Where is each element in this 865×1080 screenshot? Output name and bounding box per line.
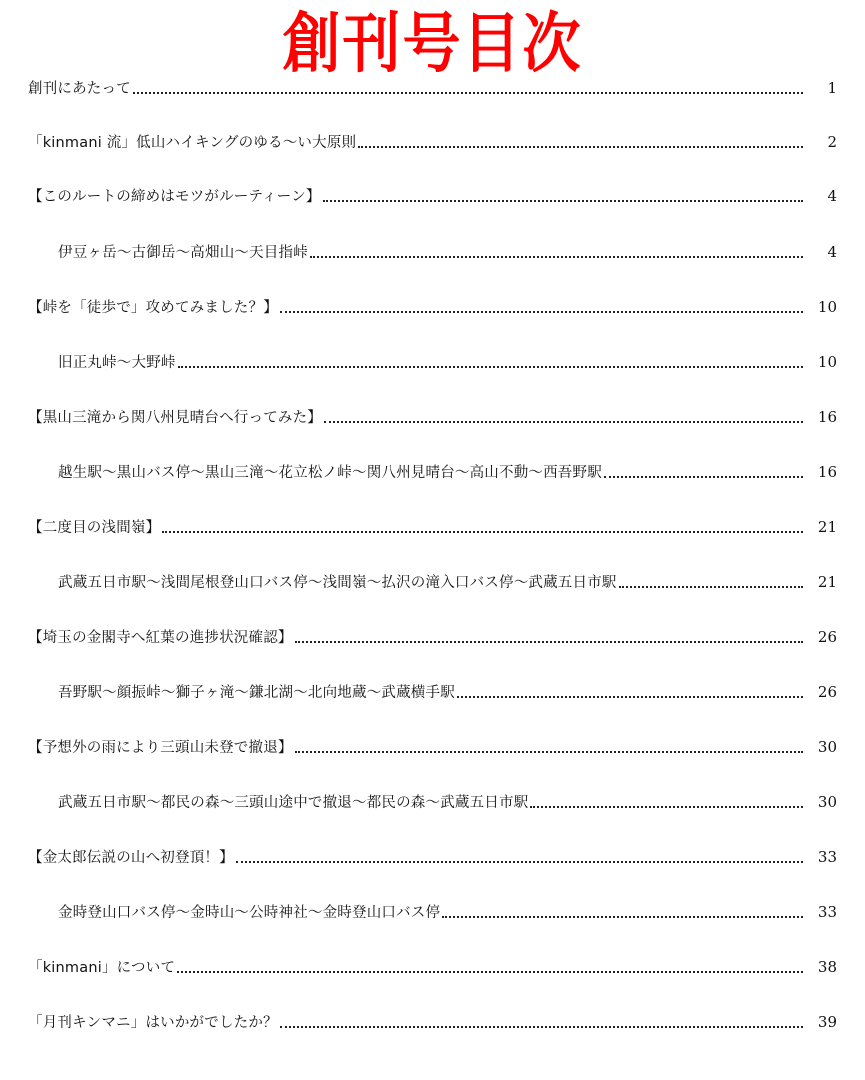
toc-entry-page: 21 <box>817 573 837 591</box>
toc-entry-page: 10 <box>817 353 837 371</box>
toc-entry-page: 33 <box>817 903 837 921</box>
toc-entry-page: 10 <box>817 298 837 316</box>
toc-entry-label: 金時登山口バス停～金時山～公時神社～金時登山口バス停 <box>58 905 441 921</box>
dot-leader <box>178 366 803 368</box>
toc-entry-label: 【埼玉の金閣寺へ紅葉の進捗状況確認】 <box>28 630 293 646</box>
toc-entry[interactable] <box>0 1010 865 1034</box>
dot-leader <box>162 531 803 533</box>
toc-entry-label: 「kinmani」について <box>28 960 176 976</box>
toc-entry-page: 2 <box>827 133 837 151</box>
toc-entry[interactable] <box>0 790 865 814</box>
dot-leader <box>604 476 803 478</box>
toc-entry-label: 創刊にあたって <box>28 81 131 97</box>
toc-entry[interactable] <box>0 900 865 924</box>
toc-entry-label: 越生駅～黒山バス停～黒山三滝～花立松ノ峠～関八州見晴台～高山不動～西吾野駅 <box>58 465 602 481</box>
toc-entry[interactable] <box>0 625 865 649</box>
toc-entry-label: 【このルートの締めはモツがルーティーン】 <box>28 189 321 205</box>
dot-leader <box>280 1026 803 1028</box>
toc-entry-label: 【二度目の浅間嶺】 <box>28 520 161 536</box>
toc-entry-label: 吾野駅～顔振峠～獅子ヶ滝～鎌北湖～北向地蔵～武蔵横手駅 <box>58 685 455 701</box>
toc-entry[interactable] <box>0 955 865 979</box>
toc-entry-page: 21 <box>817 518 837 536</box>
toc-entry[interactable] <box>0 130 865 154</box>
dot-leader <box>295 751 803 753</box>
toc-entry-label: 「月刊キンマニ」はいかがでしたか？ <box>28 1015 278 1031</box>
toc-entry[interactable] <box>0 735 865 759</box>
dot-leader <box>358 146 803 148</box>
dot-leader <box>323 200 803 202</box>
toc-entry-label: 伊豆ヶ岳～古御岳～高畑山～天目指峠 <box>58 245 308 261</box>
toc-entry-page: 26 <box>817 683 837 701</box>
toc-entry-page: 26 <box>817 628 837 646</box>
toc-entry-label: 【峠を「徒歩で」攻めてみました？】 <box>28 300 278 316</box>
toc-entry-page: 16 <box>817 463 837 481</box>
toc-entry[interactable] <box>0 680 865 704</box>
toc-entry-label: 武蔵五日市駅～都民の森～三頭山途中で撤退～都民の森～武蔵五日市駅 <box>58 795 529 811</box>
toc-entry[interactable] <box>0 570 865 594</box>
toc-entry[interactable] <box>0 405 865 429</box>
toc-entry[interactable] <box>0 845 865 869</box>
document-title: 創刊号目次 <box>282 5 583 82</box>
toc-entry[interactable] <box>0 460 865 484</box>
toc-entry[interactable] <box>0 184 865 208</box>
toc-entry-page: 4 <box>827 243 837 261</box>
toc-entry[interactable] <box>0 76 865 100</box>
toc-entry-page: 16 <box>817 408 837 426</box>
toc-entry[interactable] <box>0 295 865 319</box>
toc-entry-label: 武蔵五日市駅～浅間尾根登山口バス停～浅間嶺～払沢の滝入口バス停～武蔵五日市駅 <box>58 575 617 591</box>
toc-entry[interactable] <box>0 240 865 264</box>
dot-leader <box>324 421 803 423</box>
dot-leader <box>133 92 803 94</box>
toc-entry-page: 30 <box>817 793 837 811</box>
toc-entry-page: 38 <box>817 958 837 976</box>
toc-entry[interactable] <box>0 350 865 374</box>
dot-leader <box>236 861 803 863</box>
toc-entry-label: 【金太郎伝説の山へ初登頂！】 <box>28 850 234 866</box>
toc-entry-page: 33 <box>817 848 837 866</box>
toc-entry-page: 30 <box>817 738 837 756</box>
dot-leader <box>280 311 803 313</box>
toc-entry-page: 4 <box>827 187 837 205</box>
toc-entry-label: 旧正丸峠～大野峠 <box>58 355 176 371</box>
toc-entry-label: 【黒山三滝から関八州見晴台へ行ってみた】 <box>28 410 322 426</box>
toc-entry-label: 「kinmani 流」低山ハイキングのゆる～い大原則 <box>28 135 357 151</box>
dot-leader <box>530 806 803 808</box>
dot-leader <box>457 696 803 698</box>
toc-entry-page: 39 <box>817 1013 837 1031</box>
dot-leader <box>619 586 803 588</box>
dot-leader <box>177 971 803 973</box>
dot-leader <box>310 256 803 258</box>
dot-leader <box>442 916 803 918</box>
toc-entry-label: 【予想外の雨により三頭山未登で撤退】 <box>28 740 293 756</box>
toc-entry[interactable] <box>0 515 865 539</box>
dot-leader <box>295 641 803 643</box>
toc-entry-page: 1 <box>827 79 837 97</box>
